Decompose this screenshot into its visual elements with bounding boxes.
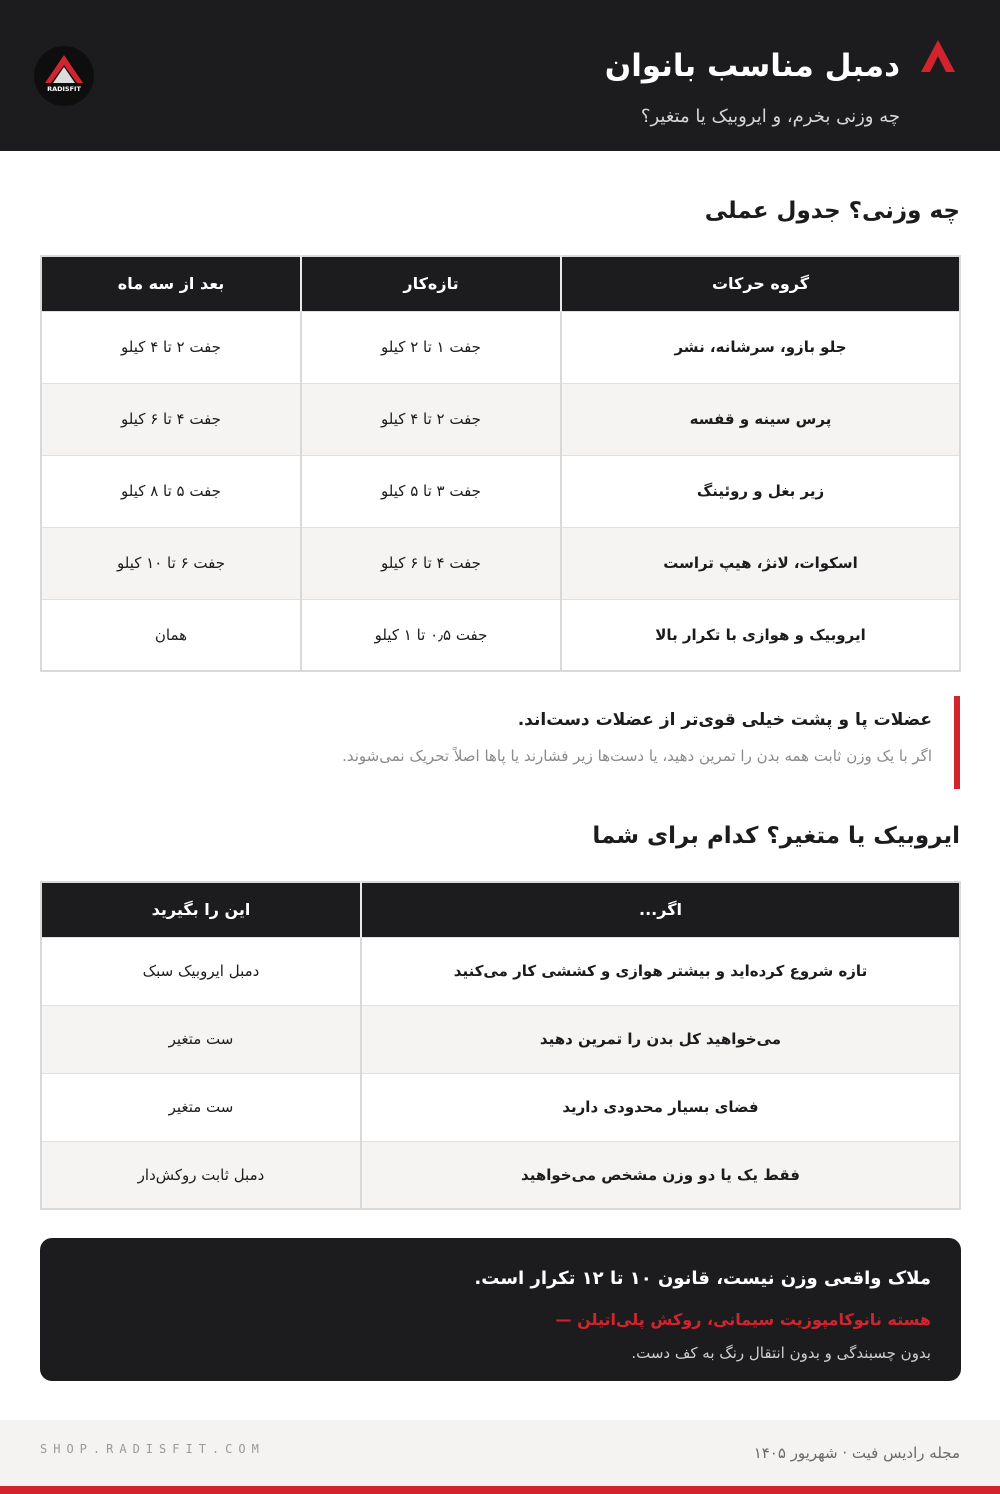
takeaway-accent: هسته نانوکامپوزیت سیمانی، روکش پلی‌اتیلن — [555,1310,931,1329]
footer-credit: مجله رادیس فیت · شهریور ۱۴۰۵ [753,1444,960,1462]
table-cell: جفت ۳ تا ۵ کیلو [301,455,561,527]
footer-accent-bar [0,1486,1000,1494]
logo-text: RADISFIT [47,85,81,93]
column-header: این را بگیرید [41,882,361,937]
callout-title: عضلات پا و پشت خیلی قوی‌تر از عضلات دست‌اند. [517,710,932,730]
table-row [41,1005,960,1073]
table-cell: ایروبیک و هوازی با تکرار بالا [561,599,960,671]
table-cell: زیر بغل و روئینگ [561,455,960,527]
radisfit-chevron-icon [920,38,956,74]
table-cell: جفت ۱ تا ۲ کیلو [301,311,561,383]
table-cell: ست متغیر [41,1005,361,1073]
type-table [40,881,961,1210]
table-cell: می‌خواهید کل بدن را تمرین دهید [361,1005,960,1073]
table-cell: اسکوات، لانژ، هیپ تراست [561,527,960,599]
table-cell: فضای بسیار محدودی دارید [361,1073,960,1141]
table-cell: دمبل ایروبیک سبک [41,937,361,1005]
table-cell: جفت ۲ تا ۴ کیلو [301,383,561,455]
page-subtitle: چه وزنی بخرم، و ایروبیک یا متغیر؟ [640,106,900,127]
table-cell: جفت ۶ تا ۱۰ کیلو [41,527,301,599]
table-cell: جفت ۴ تا ۶ کیلو [301,527,561,599]
table-header-row [41,256,960,311]
table-cell: همان [41,599,301,671]
table-row [41,311,960,383]
column-header: گروه حرکات [561,256,960,311]
page-title: دمبل مناسب بانوان [604,48,900,84]
section-type-title: ایروبیک یا متغیر؟ کدام برای شما [592,823,960,849]
column-header: تازه‌کار [301,256,561,311]
column-header: اگر... [361,882,960,937]
radisfit-logo-icon[interactable] [33,45,95,107]
table-cell: جفت ۵ تا ۸ کیلو [41,455,301,527]
weight-table [40,255,961,672]
table-row [41,599,960,671]
column-header: بعد از سه ماه [41,256,301,311]
table-row [41,527,960,599]
table-row [41,1073,960,1141]
section-weight-title: چه وزنی؟ جدول عملی [704,198,960,224]
table-header-row [41,882,960,937]
callout-note [40,696,960,789]
table-cell: جفت ۰٫۵ تا ۱ کیلو [301,599,561,671]
table-row [41,383,960,455]
callout-body: اگر با یک وزن ثابت همه بدن را تمرین دهید، یا دست‌ها زیر فشارند یا پاها اصلاً تحریک نمی‌شوند. [342,747,932,765]
takeaway-title: ملاک واقعی وزن نیست، قانون ۱۰ تا ۱۲ تکرار است. [474,1268,931,1289]
table-cell: جلو بازو، سرشانه، نشر [561,311,960,383]
table-cell: پرس سینه و قفسه [561,383,960,455]
shop-link[interactable]: SHOP.RADISFIT.COM [40,1442,265,1456]
table-row [41,455,960,527]
takeaway-body: بدون چسبندگی و بدون انتقال رنگ به کف دست. [631,1344,931,1362]
page-footer [0,1420,1000,1494]
table-cell: فقط یک یا دو وزن مشخص می‌خواهید [361,1141,960,1209]
page-header [0,0,1000,151]
table-cell: دمبل ثابت روکش‌دار [41,1141,361,1209]
table-cell: تازه شروع کرده‌اید و بیشتر هوازی و کششی کار می‌کنید [361,937,960,1005]
key-takeaway-box [40,1238,961,1381]
table-row [41,937,960,1005]
table-cell: ست متغیر [41,1073,361,1141]
table-row [41,1141,960,1209]
table-cell: جفت ۲ تا ۴ کیلو [41,311,301,383]
table-cell: جفت ۴ تا ۶ کیلو [41,383,301,455]
